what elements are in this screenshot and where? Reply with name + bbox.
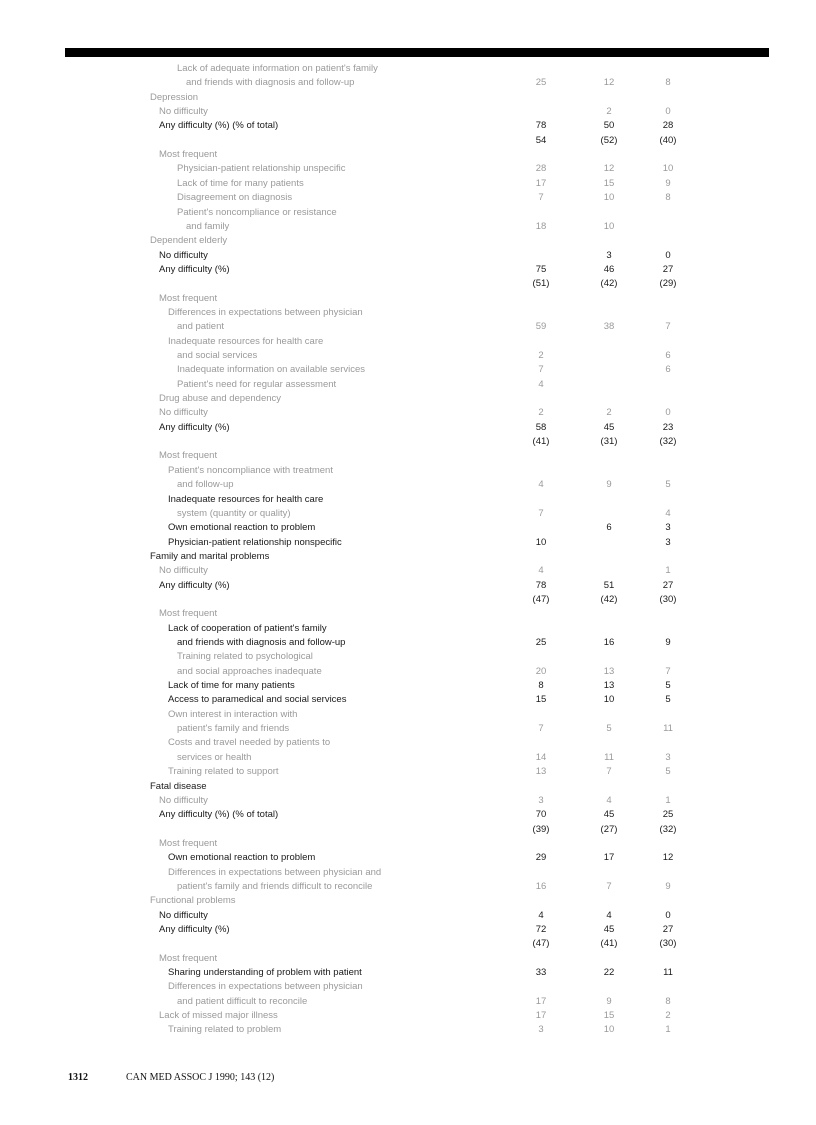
row-label: Any difficulty (%) [159, 263, 230, 275]
row-label: Inadequate resources for health care [168, 493, 324, 505]
row-label: Lack of cooperation of patient's family [168, 622, 327, 634]
row-label: Sharing understanding of problem with patient [168, 967, 362, 979]
table-row [0, 1023, 816, 1037]
table-row [0, 62, 816, 76]
row-label: Most frequent [159, 149, 218, 161]
value-col-2: 7 [606, 880, 612, 892]
table-row [0, 177, 816, 191]
value-col-2: 10 [603, 220, 615, 232]
value-col-2: 12 [603, 77, 615, 89]
value-col-3: 0 [665, 407, 671, 419]
value-col-3: 5 [665, 694, 671, 706]
table-row [0, 909, 816, 923]
table-row [0, 406, 816, 420]
value-col-3: (30) [659, 938, 677, 950]
value-col-1: 33 [535, 967, 547, 979]
value-col-1: 2 [538, 350, 544, 361]
value-col-3: (32) [659, 436, 677, 448]
table-row [0, 650, 816, 664]
value-col-3: (32) [659, 823, 677, 835]
value-col-3: 9 [665, 177, 671, 189]
table-row [0, 378, 816, 392]
value-col-3: 6 [665, 364, 671, 376]
value-col-2: (52) [600, 134, 618, 146]
table-row [0, 536, 816, 550]
value-col-1: (41) [532, 436, 550, 448]
value-col-1: 75 [535, 263, 547, 275]
value-col-1: 58 [535, 421, 547, 433]
value-col-1: 13 [535, 766, 547, 778]
value-col-3: 5 [665, 766, 671, 778]
value-col-1: 70 [535, 809, 547, 821]
table-row [0, 765, 816, 779]
row-label: Differences in expectations between physician [168, 306, 363, 318]
table-row [0, 579, 816, 593]
row-label: Most frequent [159, 450, 218, 462]
row-label: Lack of time for many patients [177, 177, 304, 189]
value-col-1: 7 [538, 507, 544, 519]
value-col-1: 4 [538, 909, 544, 921]
row-label: and social services [177, 350, 258, 361]
row-label: Drug abuse and dependency [159, 393, 282, 405]
value-col-1: 16 [535, 880, 547, 892]
row-label: system (quantity or quality) [177, 507, 291, 519]
value-col-1: 28 [535, 163, 547, 175]
row-label: Differences in expectations between physician and [168, 866, 382, 878]
value-col-3: (29) [659, 278, 677, 290]
table-row [0, 449, 816, 463]
value-col-2: 45 [603, 809, 615, 821]
value-col-2: 15 [603, 1010, 615, 1022]
value-col-3: (30) [659, 593, 677, 605]
value-col-1: 4 [538, 565, 544, 577]
value-col-1: 7 [538, 723, 544, 735]
value-col-2: 13 [603, 665, 615, 677]
value-col-2: 22 [603, 967, 615, 979]
value-col-1: 3 [538, 794, 544, 806]
table-row [0, 751, 816, 765]
table-row [0, 363, 816, 377]
top-rule [65, 48, 769, 57]
table-row [0, 808, 816, 822]
table-row [0, 923, 816, 937]
table-row [0, 679, 816, 693]
table-row [0, 736, 816, 750]
row-label: Differences in expectations between physician [168, 981, 363, 993]
value-col-2: 45 [603, 421, 615, 433]
value-col-2: 16 [603, 637, 615, 648]
value-col-3: 3 [665, 536, 671, 548]
value-col-3: 8 [665, 995, 671, 1007]
value-col-1: 78 [535, 579, 547, 591]
table-row [0, 392, 816, 406]
value-col-1: 14 [535, 751, 547, 763]
row-label: and social approaches inadequate [177, 665, 322, 677]
value-col-2: 11 [604, 751, 614, 763]
table-row [0, 435, 816, 449]
value-col-1: (47) [532, 938, 550, 950]
row-label: No difficulty [159, 565, 208, 577]
value-col-1: 25 [535, 77, 547, 89]
value-col-3: 4 [665, 507, 671, 519]
value-col-2: 5 [606, 723, 612, 735]
value-col-2: 12 [603, 163, 615, 175]
row-label: Dependent elderly [150, 235, 228, 247]
value-col-2: 4 [606, 794, 612, 806]
row-label: Training related to support [168, 766, 279, 778]
row-label: Most frequent [159, 608, 218, 620]
table-row [0, 851, 816, 865]
value-col-2: 7 [606, 766, 612, 778]
table-row [0, 693, 816, 707]
table-row [0, 119, 816, 133]
value-col-3: 10 [662, 163, 674, 175]
row-label: Lack of time for many patients [168, 680, 295, 692]
row-label: Most frequent [159, 952, 218, 964]
row-label: Any difficulty (%) [159, 579, 230, 591]
row-label: Family and marital problems [150, 550, 270, 562]
row-label: Functional problems [150, 895, 236, 907]
table-row [0, 966, 816, 980]
value-col-3: 28 [662, 120, 674, 132]
row-label: Patient's need for regular assessment [177, 378, 337, 390]
value-col-2: 50 [603, 120, 615, 132]
row-label: No difficulty [159, 794, 208, 806]
value-col-1: 78 [535, 120, 547, 132]
row-label: Training related to problem [168, 1024, 282, 1036]
value-col-3: 1 [665, 794, 671, 806]
value-col-3: 11 [663, 723, 673, 735]
row-label: Own emotional reaction to problem [168, 852, 316, 864]
table-row [0, 134, 816, 148]
table-row [0, 105, 816, 119]
row-label: and family [186, 220, 230, 232]
value-col-2: 13 [603, 680, 615, 692]
table-row [0, 76, 816, 90]
value-col-2: 4 [606, 909, 612, 921]
journal-citation: CAN MED ASSOC J 1990; 143 (12) [126, 1072, 275, 1083]
value-col-2: 3 [606, 249, 612, 261]
row-label: Any difficulty (%) [159, 924, 230, 935]
value-col-2: 38 [603, 321, 615, 333]
table-row [0, 206, 816, 220]
table-row [0, 823, 816, 837]
value-col-3: 2 [665, 1010, 671, 1022]
table-row [0, 249, 816, 263]
table-row [0, 952, 816, 966]
row-label: Depression [150, 91, 199, 103]
table-row [0, 464, 816, 478]
table-row [0, 148, 816, 162]
row-label: Patient's noncompliance or resistance [177, 206, 337, 218]
value-col-2: (42) [600, 278, 618, 290]
value-col-1: 17 [535, 177, 547, 189]
value-col-1: (39) [532, 823, 550, 835]
table-row [0, 894, 816, 908]
page-number: 1312 [68, 1072, 88, 1083]
value-col-2: 46 [603, 263, 615, 275]
row-label: Fatal disease [150, 780, 207, 792]
value-col-2: 9 [606, 995, 612, 1007]
table-row [0, 507, 816, 521]
row-label: Access to paramedical and social services [168, 694, 347, 706]
value-col-3: 5 [665, 680, 671, 692]
table-row [0, 593, 816, 607]
table-row [0, 995, 816, 1009]
table-row [0, 880, 816, 894]
value-col-3: 27 [662, 263, 674, 275]
row-label: Physician-patient relationship nonspecific [168, 536, 342, 548]
table-row [0, 708, 816, 722]
table-row [0, 220, 816, 234]
table-row [0, 665, 816, 679]
row-label: Most frequent [159, 292, 218, 304]
value-col-1: 54 [535, 134, 547, 146]
value-col-3: 7 [665, 321, 671, 333]
row-label: Costs and travel needed by patients to [168, 737, 331, 749]
value-col-1: 7 [538, 192, 544, 204]
value-col-1: 10 [535, 536, 547, 548]
value-col-3: 8 [665, 77, 671, 89]
value-col-1: 4 [538, 378, 544, 390]
value-col-2: 45 [603, 924, 615, 935]
row-label: Any difficulty (%) (% of total) [159, 120, 279, 132]
row-label: Any difficulty (%) (% of total) [159, 809, 279, 821]
row-label: No difficulty [159, 106, 208, 118]
table-row [0, 980, 816, 994]
value-col-3: 7 [665, 665, 671, 677]
table-row [0, 234, 816, 248]
table-row [0, 335, 816, 349]
row-label: Training related to psychological [177, 651, 313, 663]
row-label: Inadequate information on available services [177, 364, 366, 376]
value-col-1: 29 [535, 852, 547, 864]
row-label: patient's family and friends difficult to reconcile [177, 880, 373, 892]
row-label: Lack of adequate information on patient's family [177, 63, 378, 74]
value-col-2: 10 [603, 1024, 615, 1036]
value-col-1: (47) [532, 593, 550, 605]
table-row [0, 493, 816, 507]
value-col-2: 2 [606, 106, 612, 118]
row-label: and patient difficult to reconcile [177, 995, 308, 1007]
table-row [0, 564, 816, 578]
row-label: Inadequate resources for health care [168, 335, 324, 347]
row-label: Most frequent [159, 837, 218, 849]
value-col-3: 27 [662, 924, 674, 935]
table-row [0, 91, 816, 105]
value-col-1: (51) [532, 278, 550, 290]
value-col-1: 15 [535, 694, 547, 706]
row-label: Any difficulty (%) [159, 421, 230, 433]
value-col-3: 9 [665, 880, 671, 892]
table-row [0, 320, 816, 334]
row-label: Physician-patient relationship unspecific [177, 163, 346, 175]
table-row [0, 937, 816, 951]
value-col-1: 59 [535, 321, 547, 333]
table-row [0, 421, 816, 435]
table-row [0, 837, 816, 851]
value-col-2: 10 [603, 192, 615, 204]
row-label: services or health [177, 751, 252, 763]
table-row [0, 794, 816, 808]
table-row [0, 191, 816, 205]
row-label: Own emotional reaction to problem [168, 522, 316, 534]
row-label: Patient's noncompliance with treatment [168, 464, 333, 476]
value-col-3: 8 [665, 192, 671, 204]
table-row [0, 636, 816, 650]
value-col-1: 18 [535, 220, 547, 232]
value-col-1: 17 [535, 1010, 547, 1022]
value-col-1: 8 [538, 680, 544, 692]
value-col-2: 6 [606, 522, 612, 534]
row-label: No difficulty [159, 909, 208, 921]
value-col-1: 17 [535, 995, 547, 1007]
table-row [0, 277, 816, 291]
row-label: and patient [177, 321, 225, 333]
value-col-1: 2 [538, 407, 544, 419]
row-label: No difficulty [159, 249, 208, 261]
value-col-1: 20 [535, 665, 547, 677]
value-col-2: 17 [603, 852, 615, 864]
value-col-3: 27 [662, 579, 674, 591]
row-label: patient's family and friends [177, 723, 290, 735]
table-row [0, 263, 816, 277]
table-row [0, 866, 816, 880]
row-label: Own interest in interaction with [168, 708, 298, 720]
value-col-2: 15 [603, 177, 615, 189]
table-row [0, 349, 816, 363]
value-col-3: 12 [662, 852, 674, 864]
table-row [0, 550, 816, 564]
value-col-3: 1 [665, 565, 671, 577]
row-label: and friends with diagnosis and follow-up [186, 77, 355, 89]
value-col-2: (42) [600, 593, 618, 605]
table-row [0, 292, 816, 306]
value-col-2: 51 [603, 579, 615, 591]
table-row [0, 162, 816, 176]
value-col-3: 3 [665, 522, 671, 534]
value-col-3: 6 [665, 350, 671, 361]
value-col-3: 5 [665, 479, 671, 491]
row-label: Lack of missed major illness [159, 1010, 278, 1022]
value-col-3: 23 [662, 421, 674, 433]
value-col-2: 9 [606, 479, 612, 491]
table-row [0, 306, 816, 320]
value-col-3: 0 [665, 249, 671, 261]
value-col-1: 25 [535, 637, 547, 648]
value-col-2: (27) [600, 823, 618, 835]
table-row [0, 478, 816, 492]
value-col-1: 72 [535, 924, 547, 935]
value-col-1: 3 [538, 1024, 544, 1036]
row-label: No difficulty [159, 407, 208, 419]
value-col-2: 10 [603, 694, 615, 706]
value-col-3: (40) [659, 134, 677, 146]
value-col-3: 0 [665, 106, 671, 118]
value-col-2: 2 [606, 407, 612, 419]
value-col-3: 1 [665, 1024, 671, 1036]
value-col-3: 25 [662, 809, 674, 821]
value-col-1: 4 [538, 479, 544, 491]
row-label: Disagreement on diagnosis [177, 192, 293, 204]
value-col-3: 0 [665, 909, 671, 921]
value-col-3: 3 [665, 751, 671, 763]
row-label: and friends with diagnosis and follow-up [177, 637, 346, 648]
table-row [0, 622, 816, 636]
value-col-3: 9 [665, 637, 671, 648]
value-col-3: 11 [663, 967, 673, 979]
table-row [0, 1009, 816, 1023]
value-col-2: (31) [600, 436, 618, 448]
table-row [0, 722, 816, 736]
value-col-2: (41) [600, 938, 618, 950]
row-label: and follow-up [177, 479, 234, 491]
value-col-1: 7 [538, 364, 544, 376]
table-row [0, 607, 816, 621]
table-row [0, 780, 816, 794]
table-row [0, 521, 816, 535]
